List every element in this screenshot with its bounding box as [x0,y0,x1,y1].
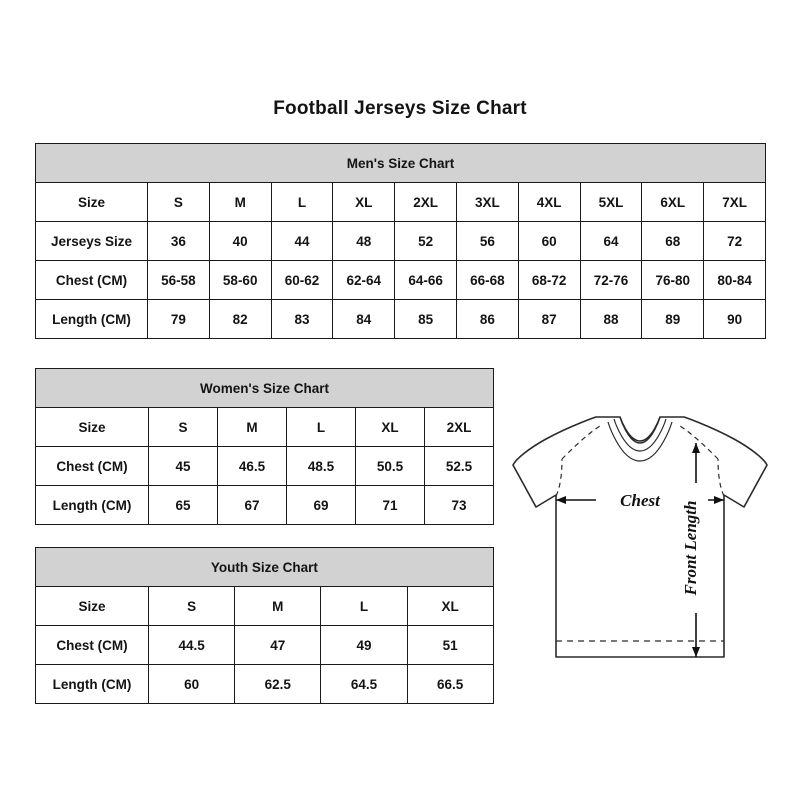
table-cell: 47 [235,626,321,665]
table-cell: 87 [518,300,580,339]
table-cell: 60 [518,222,580,261]
table-cell: XL [333,183,395,222]
table-row [36,486,494,525]
table-cell: 60-62 [271,261,333,300]
womens-table-title: Women's Size Chart [36,369,494,408]
row-label: Length (CM) [36,665,149,704]
mens-table-title: Men's Size Chart [36,144,766,183]
table-cell: XL [407,587,493,626]
table-cell: 56-58 [148,261,210,300]
table-cell: 64 [580,222,642,261]
mens-size-chart-table [35,143,766,339]
table-cell: 3XL [456,183,518,222]
table-cell: 90 [704,300,766,339]
table-row [36,183,766,222]
table-cell: L [321,587,407,626]
table-cell: 40 [209,222,271,261]
table-cell: 72 [704,222,766,261]
table-cell: 79 [148,300,210,339]
row-label: Size [36,587,149,626]
table-cell: 48.5 [287,447,356,486]
row-label: Chest (CM) [36,447,149,486]
table-row [36,261,766,300]
youth-table-title: Youth Size Chart [36,548,494,587]
row-label: Chest (CM) [36,626,149,665]
table-cell: 62-64 [333,261,395,300]
table-header-row [36,548,494,587]
front-length-label: Front Length [681,500,700,596]
table-row [36,587,494,626]
table-row [36,300,766,339]
table-cell: 82 [209,300,271,339]
table-cell: 71 [356,486,425,525]
table-cell: 85 [395,300,457,339]
table-cell: 62.5 [235,665,321,704]
table-cell: 36 [148,222,210,261]
table-cell: 45 [149,447,218,486]
youth-size-chart-table [35,547,494,704]
table-row [36,408,494,447]
table-cell: 65 [149,486,218,525]
table-cell: 52.5 [425,447,494,486]
table-cell: 51 [407,626,493,665]
table-cell: 64.5 [321,665,407,704]
table-cell: 64-66 [395,261,457,300]
table-cell: L [287,408,356,447]
table-cell: 44.5 [149,626,235,665]
row-label: Chest (CM) [36,261,148,300]
table-cell: 68 [642,222,704,261]
table-cell: M [235,587,321,626]
table-cell: 2XL [395,183,457,222]
row-label: Size [36,408,149,447]
chest-label: Chest [620,491,660,510]
row-label: Jerseys Size [36,222,148,261]
table-cell: L [271,183,333,222]
table-cell: M [218,408,287,447]
table-cell: 60 [149,665,235,704]
table-row [36,626,494,665]
table-cell: 6XL [642,183,704,222]
table-cell: S [149,587,235,626]
table-cell: 5XL [580,183,642,222]
tshirt-measurement-diagram [500,395,780,695]
table-cell: 88 [580,300,642,339]
table-cell: 2XL [425,408,494,447]
table-cell: 48 [333,222,395,261]
table-cell: 89 [642,300,704,339]
table-cell: 7XL [704,183,766,222]
table-cell: 83 [271,300,333,339]
table-cell: 66.5 [407,665,493,704]
table-cell: 58-60 [209,261,271,300]
table-cell: 66-68 [456,261,518,300]
table-cell: 76-80 [642,261,704,300]
table-cell: 56 [456,222,518,261]
table-header-row [36,144,766,183]
table-cell: 52 [395,222,457,261]
table-cell: XL [356,408,425,447]
row-label: Length (CM) [36,486,149,525]
table-cell: S [149,408,218,447]
table-cell: 86 [456,300,518,339]
table-cell: 84 [333,300,395,339]
table-cell: 72-76 [580,261,642,300]
table-cell: 69 [287,486,356,525]
table-cell: 50.5 [356,447,425,486]
table-cell: 46.5 [218,447,287,486]
row-label: Length (CM) [36,300,148,339]
table-cell: M [209,183,271,222]
table-cell: 49 [321,626,407,665]
table-row [36,665,494,704]
table-header-row [36,369,494,408]
row-label: Size [36,183,148,222]
table-cell: 67 [218,486,287,525]
table-row [36,222,766,261]
womens-size-chart-table [35,368,494,525]
page-title: Football Jerseys Size Chart [273,98,527,119]
table-cell: 44 [271,222,333,261]
table-cell: 4XL [518,183,580,222]
table-cell: 73 [425,486,494,525]
table-cell: 68-72 [518,261,580,300]
table-cell: 80-84 [704,261,766,300]
table-row [36,447,494,486]
table-cell: S [148,183,210,222]
